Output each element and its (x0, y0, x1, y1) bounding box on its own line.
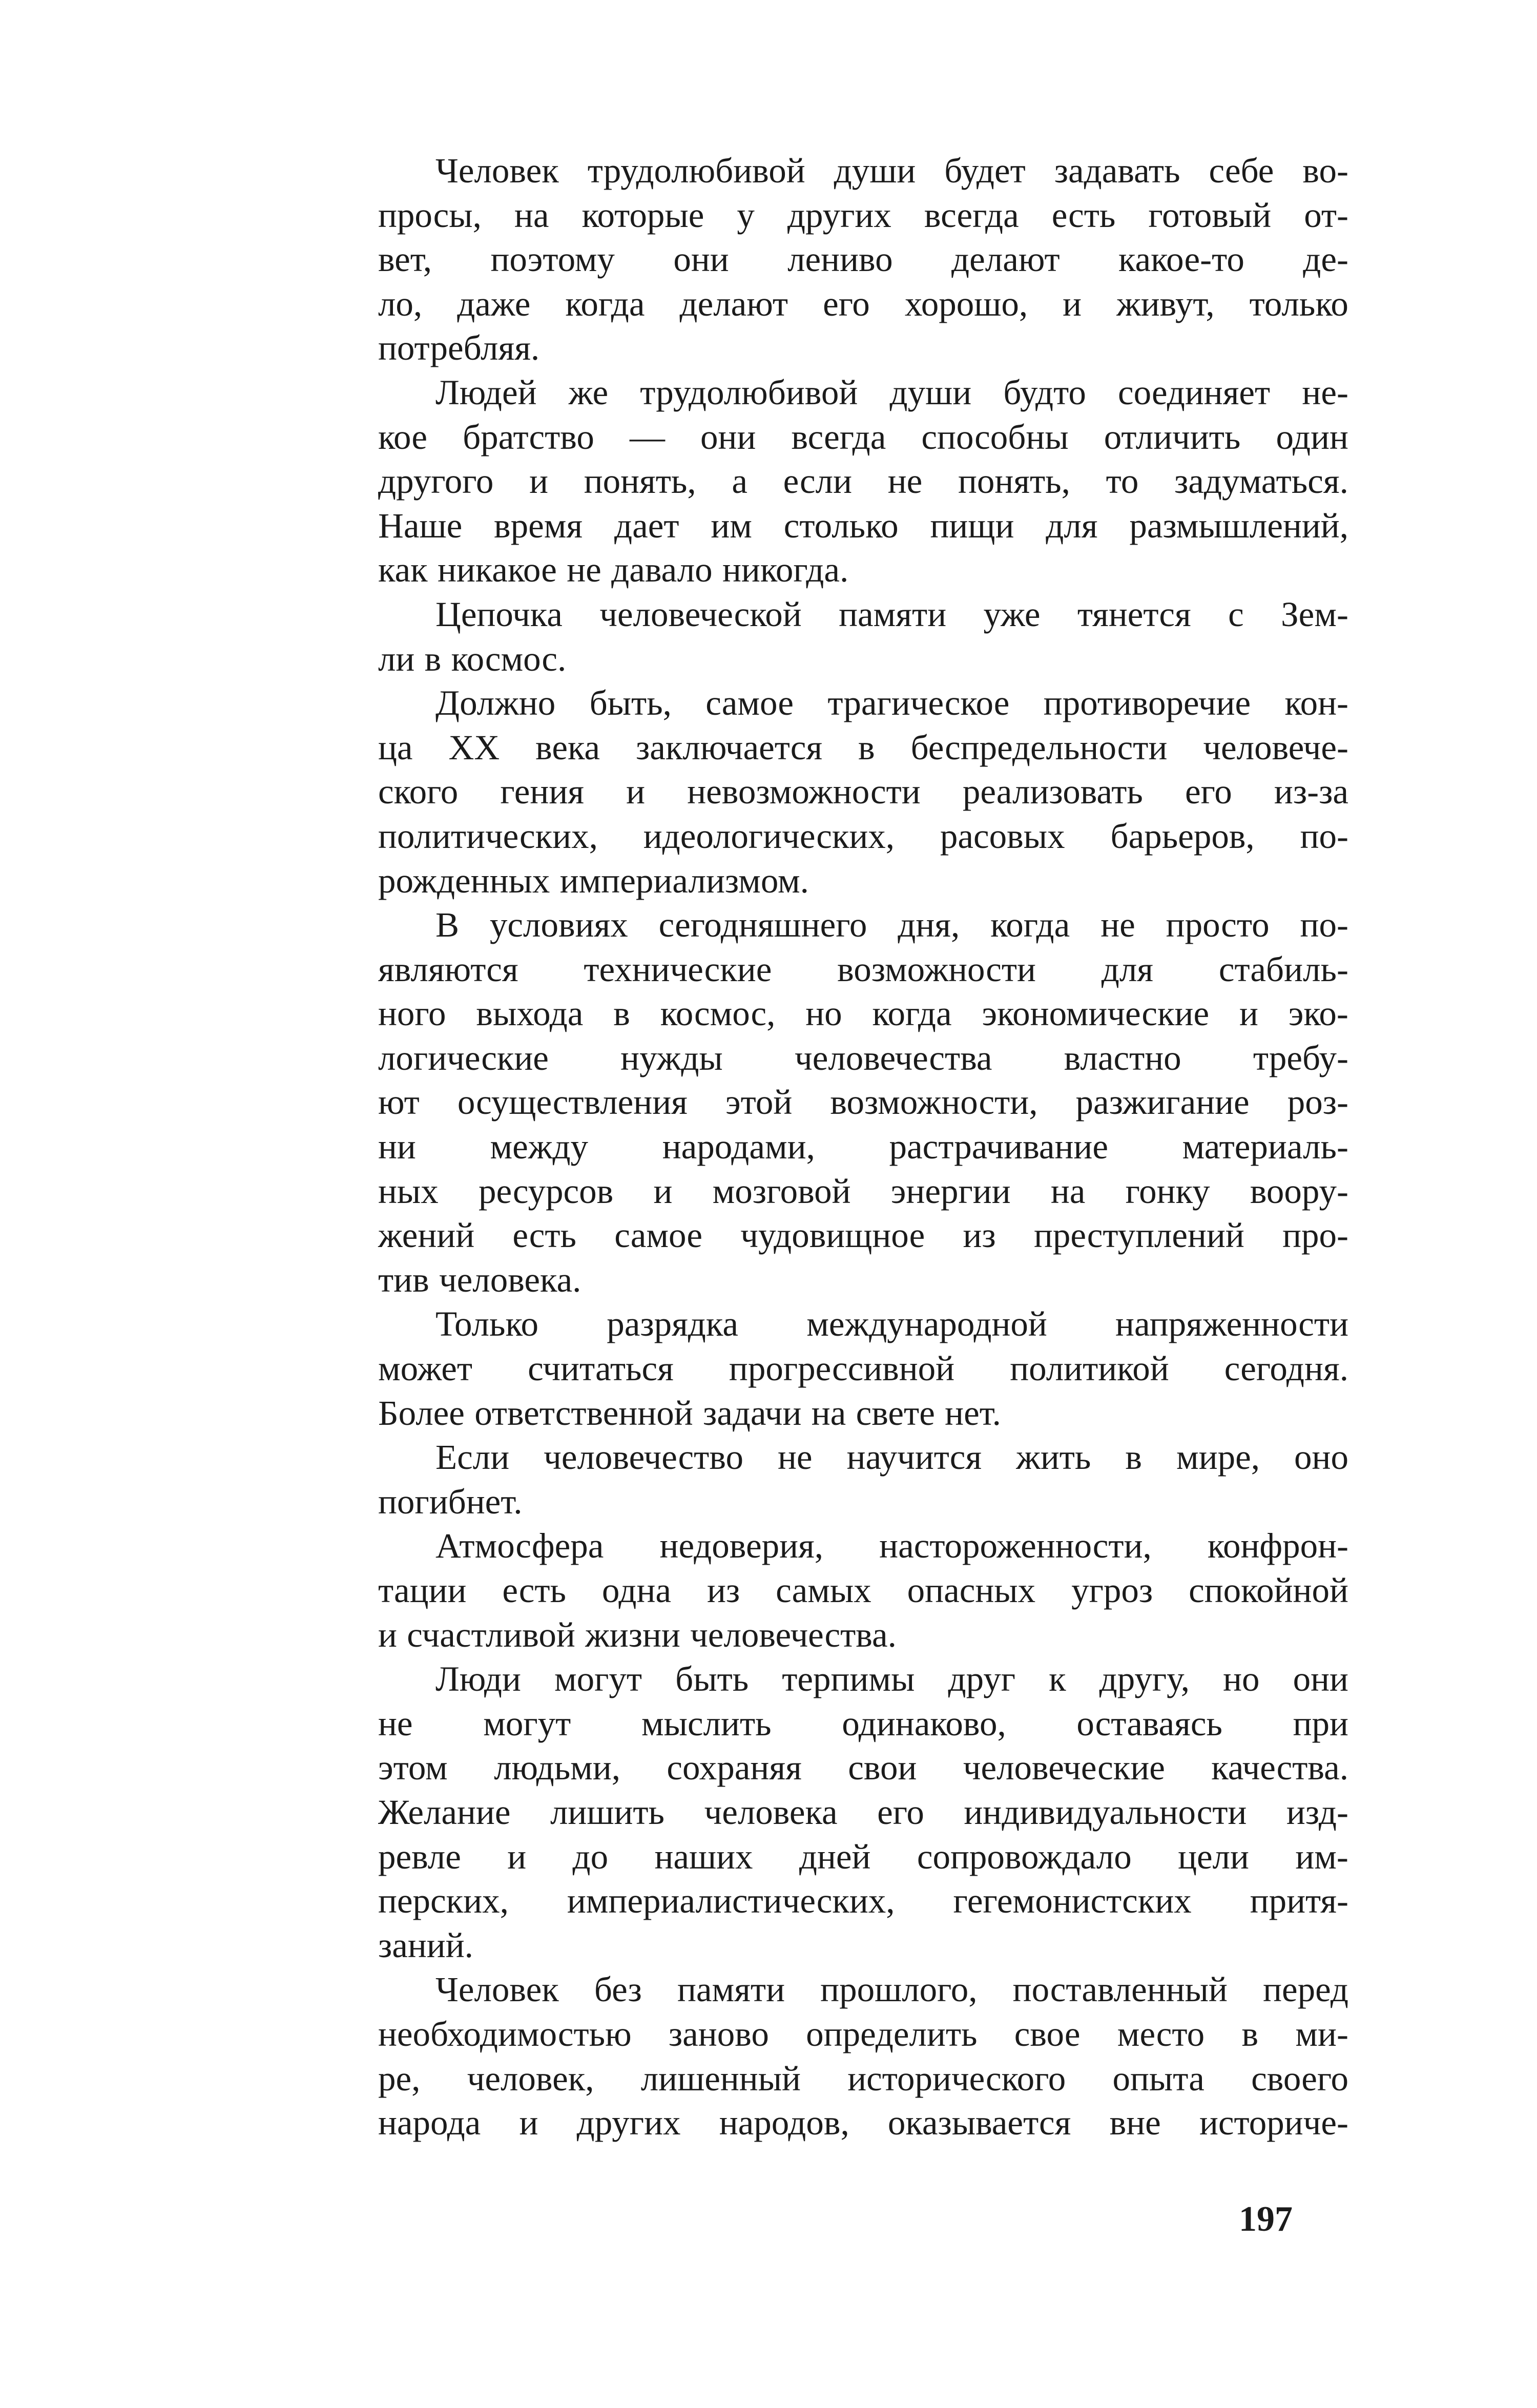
text-line: этом людьми, сохраняя свои человеческие качества. (378, 1748, 1348, 1788)
text-line: жений есть самое чудовищное из преступлений про- (378, 1216, 1348, 1255)
text-line: Цепочка человеческой памяти уже тянется с Зем- (435, 594, 1348, 634)
text-line: рожденных империализмом. (378, 861, 809, 900)
text-line: заний. (378, 1925, 473, 1965)
text-line: ского гения и невозможности реализовать его из-за (378, 772, 1348, 812)
text-line: Желание лишить человека его индивидуальности изд- (378, 1792, 1348, 1832)
paragraph (378, 903, 1348, 1302)
text-line: являются технические возможности для стабиль- (378, 949, 1348, 989)
text-line: и счастливой жизни человечества. (378, 1615, 897, 1654)
text-line: тив человека. (378, 1260, 581, 1299)
text-line: другого и понять, а если не понять, то задуматься. (378, 462, 1348, 501)
text-line: кое братство — они всегда способны отличить один (378, 417, 1348, 456)
paragraph (378, 681, 1348, 903)
text-line: Людей же трудолюбивой души будто соединяет не- (435, 372, 1348, 412)
text-line: необходимостью заново определить свое место в ми- (378, 2014, 1348, 2053)
text-line: ного выхода в космос, но когда экономические и эко- (378, 994, 1348, 1033)
text-line: политических, идеологических, расовых барьеров, по- (378, 816, 1348, 856)
text-line: Более ответственной задачи на свете нет. (378, 1393, 1001, 1433)
text-line: ных ресурсов и мозговой энергии на гонку воору- (378, 1171, 1348, 1211)
text-line: логические нужды человечества властно требу- (378, 1038, 1348, 1077)
text-line: погибнет. (378, 1482, 523, 1521)
text-line: ло, даже когда делают его хорошо, и живут, только (378, 284, 1348, 323)
text-line: В условиях сегодняшнего дня, когда не просто по- (435, 905, 1348, 945)
paragraph (378, 1967, 1348, 2145)
text-line: Только разрядка международной напряженности (435, 1304, 1348, 1344)
text-line: ют осуществления этой возможности, разжигание роз- (378, 1083, 1348, 1122)
text-line: может считаться прогрессивной политикой сегодня. (378, 1349, 1348, 1388)
text-line: ца XX века заключается в беспредельности человече- (378, 728, 1348, 767)
text-line: народа и других народов, оказывается вне историче- (378, 2103, 1348, 2143)
text-line: Человек без памяти прошлого, поставленный перед (435, 1970, 1348, 2009)
text-line: вет, поэтому они лениво делают какое-то де- (378, 240, 1348, 279)
text-line: потребляя. (378, 328, 540, 368)
paragraph (378, 1302, 1348, 1435)
paragraph (378, 592, 1348, 681)
text-line: ли в космос. (378, 639, 567, 678)
text-line: ре, человек, лишенный исторического опыта своего (378, 2059, 1348, 2098)
text-line: Если человечество не научится жить в мире, оно (435, 1438, 1348, 1477)
body-text (378, 149, 1348, 2145)
text-line: Человек трудолюбивой души будет задавать себе во- (435, 151, 1348, 190)
text-line: перских, империалистических, гегемонистских притя- (378, 1881, 1348, 1921)
text-line: не могут мыслить одинаково, оставаясь при (378, 1704, 1348, 1743)
text-line: как никакое не давало никогда. (378, 550, 849, 590)
paragraph (378, 1657, 1348, 1967)
text-line: Должно быть, самое трагическое противоречие кон- (435, 683, 1348, 723)
page-number: 197 (1239, 2199, 1293, 2239)
paragraph (378, 149, 1348, 370)
text-line: просы, на которые у других всегда есть готовый от- (378, 195, 1348, 235)
paragraph (378, 1524, 1348, 1657)
text-line: Атмосфера недоверия, настороженности, конфрон- (435, 1526, 1348, 1566)
text-line: Наше время дает им столько пищи для размышлений, (378, 506, 1348, 545)
text-line: Люди могут быть терпимы друг к другу, но они (435, 1659, 1348, 1699)
paragraph (378, 1435, 1348, 1524)
paragraph (378, 370, 1348, 592)
text-line: тации есть одна из самых опасных угроз спокойной (378, 1571, 1348, 1610)
text-line: ни между народами, растрачивание материаль- (378, 1127, 1348, 1167)
text-line: ревле и до наших дней сопровождало цели им- (378, 1837, 1348, 1876)
